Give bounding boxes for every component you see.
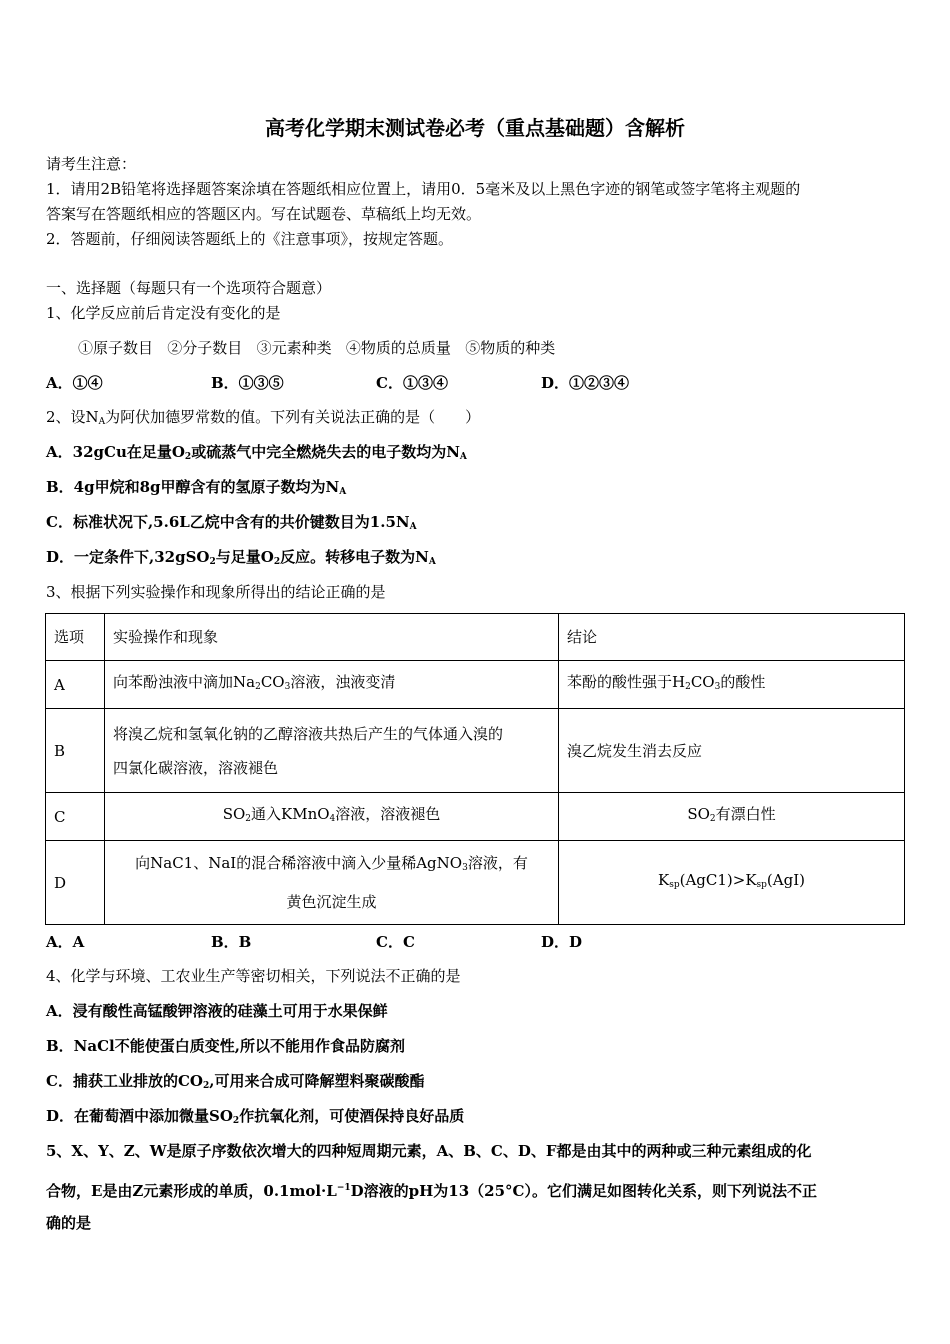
cell-text: K — [657, 871, 670, 889]
question-5-line-1: 5、X、Y、Z、W是原子序数依次增大的四种短周期元素，A、B、C、D、F都是由其中的两种或三种元素组成的化 — [46, 1142, 812, 1160]
notice-item-1-line-2: 答案写在答题纸相应的答题区内。写在试题卷、草稿纸上均无效。 — [46, 205, 482, 223]
notice-item-1-line-1: 1．请用2B铅笔将选择题答案涂填在答题纸相应位置上，请用0．5毫米及以上黑色字迹的钢笔或签字笔将主观题的 — [46, 180, 801, 198]
subscript: 3 — [714, 682, 721, 692]
option-text: D．在葡萄酒中添加微量SO — [46, 1107, 233, 1125]
option-text: 反应。转移电子数为N — [280, 548, 429, 566]
subscript: 2 — [202, 1081, 210, 1091]
question-4-stem: 4、化学与环境、工农业生产等密切相关，下列说法不正确的是 — [46, 967, 461, 985]
row-operation — [105, 709, 559, 793]
subscript: A — [339, 487, 347, 497]
row-key: B — [46, 709, 105, 793]
cell-text: (AgC1)>K — [679, 871, 757, 889]
question-3-option-a: A．A — [46, 933, 85, 951]
question-3-option-d: D．D — [541, 933, 583, 951]
option-text: A．32gCu在足量O — [46, 443, 185, 461]
subscript: 4 — [329, 814, 336, 824]
question-2-option-c — [46, 512, 417, 537]
stem-text: 为阿伏加德罗常数的值。下列有关说法正确的是（ ） — [105, 408, 481, 426]
subscript: 2 — [273, 557, 281, 567]
subscript: A — [428, 557, 436, 567]
cell-text: SO — [222, 805, 246, 823]
stem-text: 合物，E是由Z元素形成的单质，0.1mol·L — [46, 1182, 337, 1200]
option-text: 或硫蒸气中完全燃烧失去的电子数均为N — [191, 443, 460, 461]
question-3-option-b: B．B — [211, 933, 252, 951]
question-1-option-b: B．①③⑤ — [211, 374, 284, 392]
superscript: −1 — [336, 1183, 351, 1193]
header-operation: 实验操作和现象 — [105, 614, 559, 661]
question-3-stem: 3、根据下列实验操作和现象所得出的结论正确的是 — [46, 583, 386, 601]
cell-text: 苯酚的酸性强于H — [567, 673, 686, 691]
stem-text: 2、设N — [46, 408, 99, 426]
option-text: C．标准状况下,5.6L乙烷中含有的共价键数目为1.5N — [46, 513, 410, 531]
question-1-option-d: D．①②③④ — [541, 374, 630, 392]
question-4-option-d — [46, 1106, 464, 1131]
subscript: 3 — [284, 682, 291, 692]
cell-text: 通入KMnO — [251, 805, 330, 823]
row-operation — [105, 841, 559, 925]
table-row — [46, 793, 905, 841]
subscript: 2 — [685, 682, 691, 692]
cell-text: CO — [260, 673, 285, 691]
option-text: 作抗氧化剂，可使酒保持良好品质 — [239, 1107, 465, 1125]
table-row — [46, 661, 905, 709]
question-2-option-b — [46, 477, 346, 502]
subscript: A — [459, 452, 467, 462]
question-2-stem — [46, 407, 480, 432]
notice-heading: 请考生注意： — [46, 155, 137, 173]
cell-text: 向NaC1、NaI的混合稀溶液中滴入少量稀AgNO — [135, 854, 463, 872]
option-text: B．4g甲烷和8g甲醇含有的氢原子数均为N — [46, 478, 340, 496]
header-conclusion: 结论 — [559, 614, 905, 661]
question-4-option-b: B．NaCl不能使蛋白质变性,所以不能用作食品防腐剂 — [46, 1037, 405, 1055]
subscript: 2 — [232, 1116, 240, 1126]
subscript: 2 — [209, 557, 216, 567]
question-2-option-a — [46, 442, 467, 467]
question-1-stem: 1、化学反应前后肯定没有变化的是 — [46, 304, 281, 322]
cell-text: 溶液，溶液褪色 — [335, 805, 441, 823]
cell-text: 将溴乙烷和氢氧化钠的乙醇溶液共热后产生的气体通入溴的 — [113, 724, 504, 743]
question-5-line-3: 确的是 — [46, 1214, 92, 1232]
subscript: A — [98, 417, 106, 427]
cell-text: CO — [690, 673, 715, 691]
question-2-option-d — [46, 547, 436, 572]
table-row — [46, 841, 905, 925]
table-row — [46, 709, 905, 793]
cell-text: (AgI) — [766, 871, 805, 889]
question-1-option-a: A．①④ — [46, 374, 103, 392]
option-text: ,可用来合成可降解塑料聚碳酸酯 — [209, 1072, 425, 1090]
row-key: A — [46, 661, 105, 709]
cell-text: 溶液，有 — [467, 854, 528, 872]
option-text: D．一定条件下,32gSO — [46, 548, 210, 566]
header-option: 选项 — [46, 614, 105, 661]
option-text: 与足量O — [215, 548, 274, 566]
cell-text: SO — [687, 805, 710, 823]
question-1-items: ①原子数目 ②分子数目 ③元素种类 ④物质的总质量 ⑤物质的种类 — [78, 339, 556, 357]
notice-item-2: 2．答题前，仔细阅读答题纸上的《注意事项》，按规定答题。 — [46, 230, 454, 248]
row-conclusion — [559, 793, 905, 841]
subscript: sp — [669, 880, 680, 890]
row-conclusion — [559, 661, 905, 709]
cell-text: 黄色沉淀生成 — [286, 893, 377, 911]
subscript: A — [409, 522, 417, 532]
question-5-line-2 — [46, 1178, 817, 1201]
subscript: sp — [756, 880, 767, 890]
row-conclusion — [559, 841, 905, 925]
question-4-option-a: A．浸有酸性高锰酸钾溶液的硅藻土可用于水果保鲜 — [46, 1002, 388, 1020]
subscript: 3 — [462, 863, 468, 873]
cell-text: 四氯化碳溶液，溶液褪色 — [113, 758, 279, 777]
experiment-table — [45, 613, 905, 925]
question-1-option-c: C．①③④ — [376, 374, 448, 392]
cell-text: 有漂白性 — [715, 805, 776, 823]
section-heading: 一、选择题（每题只有一个选项符合题意） — [46, 279, 332, 297]
cell-text: 向苯酚浊液中滴加Na — [113, 673, 256, 691]
subscript: 2 — [255, 682, 261, 692]
row-key: D — [46, 841, 105, 925]
subscript: 2 — [709, 814, 716, 824]
row-operation — [105, 793, 559, 841]
subscript: 2 — [184, 452, 192, 462]
option-text: C．捕获工业排放的CO — [46, 1072, 203, 1090]
row-operation — [105, 661, 559, 709]
page-title: 高考化学期末测试卷必考（重点基础题）含解析 — [265, 116, 685, 140]
row-key: C — [46, 793, 105, 841]
cell-text: 溶液，浊液变清 — [290, 673, 396, 691]
question-3-option-c: C．C — [376, 933, 415, 951]
table-header-row — [46, 614, 905, 661]
row-conclusion: 溴乙烷发生消去反应 — [559, 709, 905, 793]
subscript: 2 — [245, 814, 252, 824]
question-4-option-c — [46, 1071, 424, 1096]
stem-text: D溶液的pH为13（25°C）。它们满足如图转化关系，则下列说法不正 — [350, 1182, 817, 1200]
cell-text: 的酸性 — [720, 673, 766, 691]
